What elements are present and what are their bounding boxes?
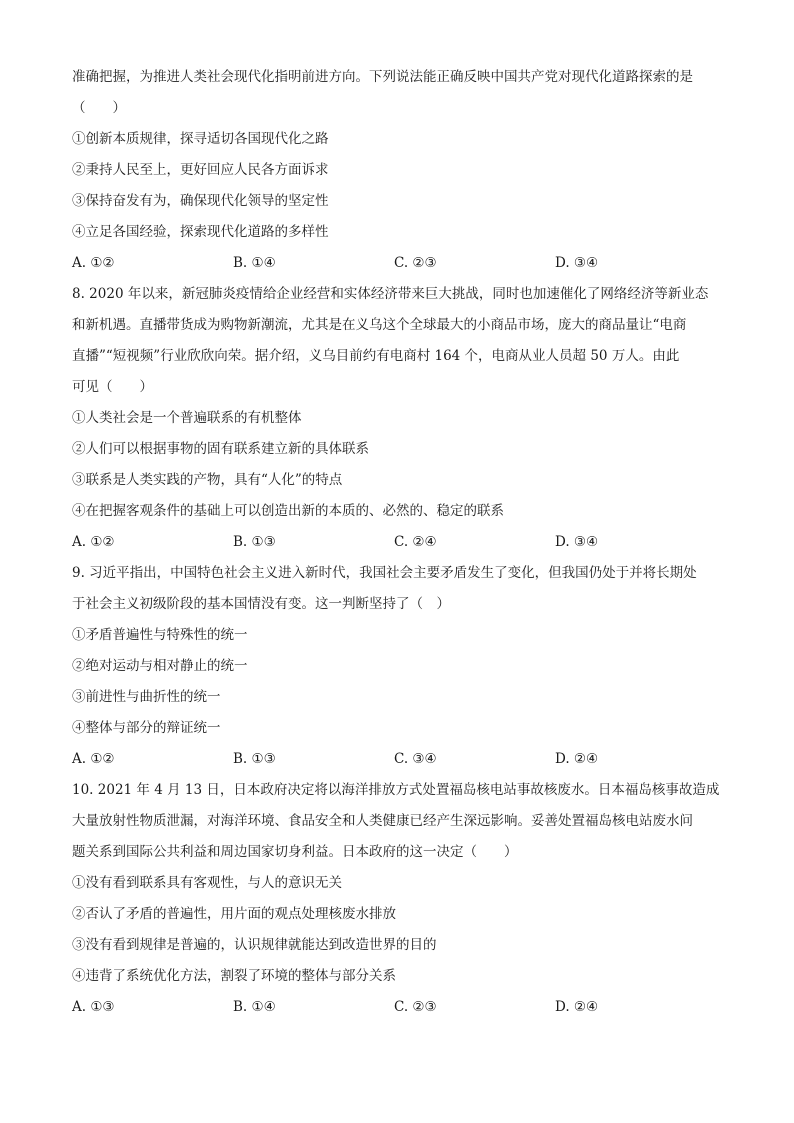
question-9 <box>72 558 732 775</box>
q10-statement-1: ①没有看到联系具有客观性，与人的意识无关 <box>72 875 342 891</box>
q9-choice-a[interactable]: A. ①② <box>72 751 115 767</box>
q8-stem-line-2: 和新机遇。直播带货成为购物新潮流，尤其是在义乌这个全球最大的小商品市场，庞大的商品量让“电商 <box>72 317 687 333</box>
q8-statement-1: ①人类社会是一个普遍联系的有机整体 <box>72 410 302 426</box>
q7-statement-3: ③保持奋发有为，确保现代化领导的坚定性 <box>72 193 329 209</box>
q7-choice-b[interactable]: B. ①④ <box>233 255 276 271</box>
q8-stem-line-3: 直播”“短视频”行业欣欣向荣。据介绍，义乌目前约有电商村 164 个，电商从业人员超 50 万人。由此 <box>72 348 680 364</box>
q8-statement-4: ④在把握客观条件的基础上可以创造出新的本质的、必然的、稳定的联系 <box>72 503 504 519</box>
q7-statement-2: ②秉持人民至上，更好回应人民各方面诉求 <box>72 162 329 178</box>
q9-choice-c[interactable]: C. ③④ <box>394 751 437 767</box>
q9-stem-line-2: 于社会主义初级阶段的基本国情没有变。这一判断坚持了（ ） <box>72 596 450 612</box>
q7-choices <box>72 248 732 279</box>
q10-choice-d[interactable]: D. ②④ <box>555 999 599 1015</box>
q9-choices <box>72 744 732 775</box>
q7-stem-tail: 准确把握，为推进人类社会现代化指明前进方向。下列说法能正确反映中国共产党对现代化道路探索的是 <box>72 69 693 85</box>
q10-stem-line-1: 10. 2021 年 4 月 13 日，日本政府决定将以海洋排放方式处置福岛核电站事故核废水。日本福岛核事故造成 <box>72 782 720 798</box>
question-8 <box>72 279 732 558</box>
q10-choice-a[interactable]: A. ①③ <box>72 999 115 1015</box>
q10-choice-c[interactable]: C. ②③ <box>394 999 437 1015</box>
q8-stem-line-4: 可见（ ） <box>72 379 153 395</box>
q7-choice-d[interactable]: D. ③④ <box>555 255 599 271</box>
q7-statement-1: ①创新本质规律，探寻适切各国现代化之路 <box>72 131 329 147</box>
q9-statement-1: ①矛盾普遍性与特殊性的统一 <box>72 627 248 643</box>
q10-choice-b[interactable]: B. ①④ <box>233 999 276 1015</box>
q7-answer-bracket: （ ） <box>72 100 126 116</box>
q9-stem-line-1: 9. 习近平指出，中国特色社会主义进入新时代，我国社会主要矛盾发生了变化，但我国仍处于并将长期处 <box>72 565 697 581</box>
q8-statement-2: ②人们可以根据事物的固有联系建立新的具体联系 <box>72 441 369 457</box>
q7-statement-4: ④立足各国经验，探索现代化道路的多样性 <box>72 224 329 240</box>
q10-choices <box>72 992 732 1023</box>
q10-stem-line-3: 题关系到国际公共利益和周边国家切身利益。日本政府的这一决定（ ） <box>72 844 518 860</box>
q8-choice-c[interactable]: C. ②④ <box>394 534 437 550</box>
q7-choice-c[interactable]: C. ②③ <box>394 255 437 271</box>
q8-choice-d[interactable]: D. ③④ <box>555 534 599 550</box>
q8-statement-3: ③联系是人类实践的产物，具有“人化”的特点 <box>72 472 343 488</box>
q9-statement-4: ④整体与部分的辩证统一 <box>72 720 221 736</box>
q10-stem-line-2: 大量放射性物质泄漏，对海洋环境、食品安全和人类健康已经产生深远影响。妥善处置福岛核电站废水问 <box>72 813 693 829</box>
q9-statement-3: ③前进性与曲折性的统一 <box>72 689 221 705</box>
q9-choice-d[interactable]: D. ②④ <box>555 751 599 767</box>
question-7 <box>72 62 732 279</box>
q10-statement-2: ②否认了矛盾的普遍性，用片面的观点处理核废水排放 <box>72 906 396 922</box>
q9-statement-2: ②绝对运动与相对静止的统一 <box>72 658 248 674</box>
q10-statement-4: ④违背了系统优化方法，割裂了环境的整体与部分关系 <box>72 968 396 984</box>
q8-choice-b[interactable]: B. ①③ <box>233 534 276 550</box>
exam-page <box>72 62 732 1023</box>
q9-choice-b[interactable]: B. ①③ <box>233 751 276 767</box>
q8-choices <box>72 527 732 558</box>
q8-choice-a[interactable]: A. ①② <box>72 534 115 550</box>
question-10 <box>72 775 732 1023</box>
q7-choice-a[interactable]: A. ①② <box>72 255 115 271</box>
q8-stem-line-1: 8. 2020 年以来，新冠肺炎疫情给企业经营和实体经济带来巨大挑战，同时也加速催化了网络经济等新业态 <box>72 286 709 302</box>
q10-statement-3: ③没有看到规律是普遍的，认识规律就能达到改造世界的目的 <box>72 937 437 953</box>
